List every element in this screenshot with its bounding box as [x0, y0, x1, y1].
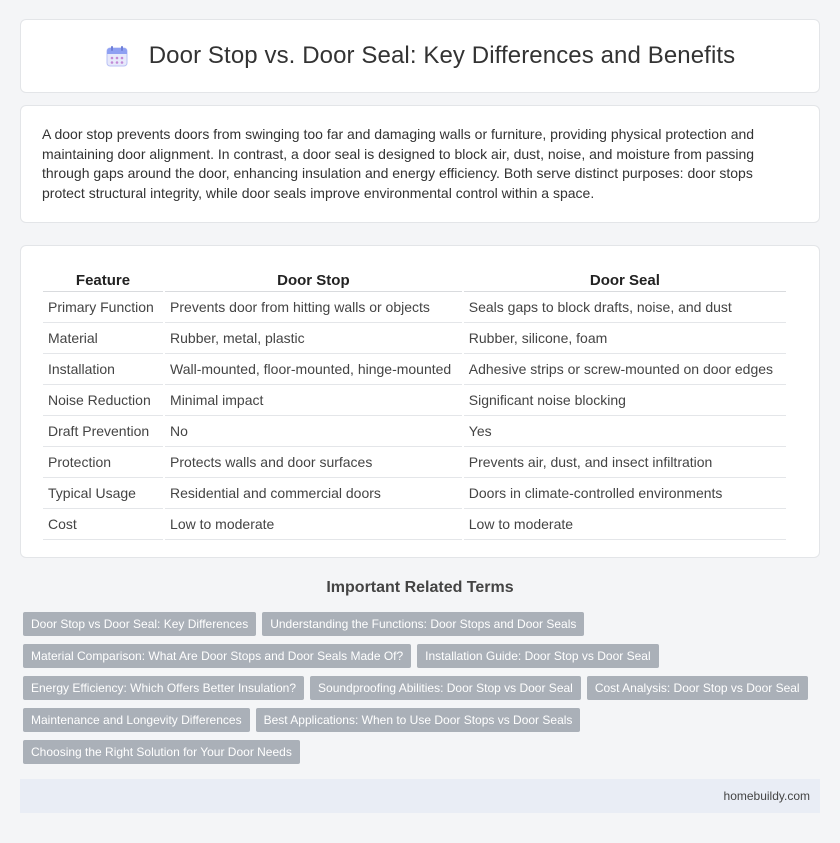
related-terms-tags — [23, 612, 823, 772]
table-row — [43, 478, 786, 509]
cell-door-stop: Rubber, metal, plastic — [165, 323, 462, 354]
table-row — [43, 509, 786, 540]
related-tag[interactable]: Soundproofing Abilities: Door Stop vs Door Seal — [310, 676, 581, 700]
table-row — [43, 292, 786, 323]
related-tag[interactable]: Understanding the Functions: Door Stops and Door Seals — [262, 612, 584, 636]
related-tag[interactable]: Maintenance and Longevity Differences — [23, 708, 250, 732]
table-row — [43, 385, 786, 416]
cell-feature: Noise Reduction — [43, 385, 163, 416]
header-door-seal: Door Seal — [464, 264, 786, 292]
cell-feature: Primary Function — [43, 292, 163, 323]
cell-door-seal: Adhesive strips or screw-mounted on door edges — [464, 354, 786, 385]
title-card — [20, 19, 820, 93]
footer-site[interactable]: homebuildy.com — [723, 789, 810, 803]
related-tag[interactable]: Best Applications: When to Use Door Stops vs Door Seals — [256, 708, 581, 732]
cell-door-stop: No — [165, 416, 462, 447]
intro-card — [20, 105, 820, 223]
tag-row — [23, 740, 823, 764]
comparison-table-card — [20, 245, 820, 558]
header-door-stop: Door Stop — [165, 264, 462, 292]
table-row — [43, 416, 786, 447]
related-tag[interactable]: Door Stop vs Door Seal: Key Differences — [23, 612, 256, 636]
title-wrap — [105, 42, 736, 70]
cell-door-seal: Low to moderate — [464, 509, 786, 540]
related-tag[interactable]: Installation Guide: Door Stop vs Door Seal — [417, 644, 658, 668]
calendar-icon — [105, 44, 129, 68]
cell-door-stop: Residential and commercial doors — [165, 478, 462, 509]
tag-row — [23, 612, 823, 636]
footer — [20, 779, 820, 813]
tag-row — [23, 644, 823, 668]
cell-door-seal: Prevents air, dust, and insect infiltration — [464, 447, 786, 478]
comparison-table — [41, 264, 788, 540]
related-tag[interactable]: Energy Efficiency: Which Offers Better Insulation? — [23, 676, 304, 700]
cell-door-stop: Minimal impact — [165, 385, 462, 416]
page-title: Door Stop vs. Door Seal: Key Differences and Benefits — [148, 42, 736, 69]
tag-row — [23, 708, 823, 732]
cell-feature: Draft Prevention — [43, 416, 163, 447]
table-row — [43, 354, 786, 385]
cell-feature: Typical Usage — [43, 478, 163, 509]
related-tag[interactable]: Material Comparison: What Are Door Stops and Door Seals Made Of? — [23, 644, 411, 668]
tag-row — [23, 676, 823, 700]
cell-door-seal: Yes — [464, 416, 786, 447]
intro-paragraph: A door stop prevents doors from swinging too far and damaging walls or furniture, providing physical protection and maintaining door alignment. In contrast, a door seal is designed to block air, dust, noise, and moisture from passing through gaps around the door, enhancing insulation and energy efficiency. Both serve distinct purposes: door stops protect structural integrity, while door seals improve environmental control within a space. — [42, 126, 755, 201]
cell-door-seal: Seals gaps to block drafts, noise, and dust — [464, 292, 786, 323]
cell-feature: Installation — [43, 354, 163, 385]
cell-door-stop: Protects walls and door surfaces — [165, 447, 462, 478]
cell-door-seal: Doors in climate-controlled environments — [464, 478, 786, 509]
cell-feature: Material — [43, 323, 163, 354]
table-row — [43, 323, 786, 354]
related-terms-title: Important Related Terms — [326, 579, 514, 596]
related-tag[interactable]: Cost Analysis: Door Stop vs Door Seal — [587, 676, 808, 700]
cell-feature: Protection — [43, 447, 163, 478]
cell-door-stop: Wall-mounted, floor-mounted, hinge-mounted — [165, 354, 462, 385]
table-row — [43, 447, 786, 478]
related-tag[interactable]: Choosing the Right Solution for Your Door Needs — [23, 740, 300, 764]
cell-door-stop: Prevents door from hitting walls or objects — [165, 292, 462, 323]
table-header-row — [43, 264, 786, 292]
cell-door-stop: Low to moderate — [165, 509, 462, 540]
cell-feature: Cost — [43, 509, 163, 540]
header-feature: Feature — [43, 264, 163, 292]
cell-door-seal: Rubber, silicone, foam — [464, 323, 786, 354]
cell-door-seal: Significant noise blocking — [464, 385, 786, 416]
